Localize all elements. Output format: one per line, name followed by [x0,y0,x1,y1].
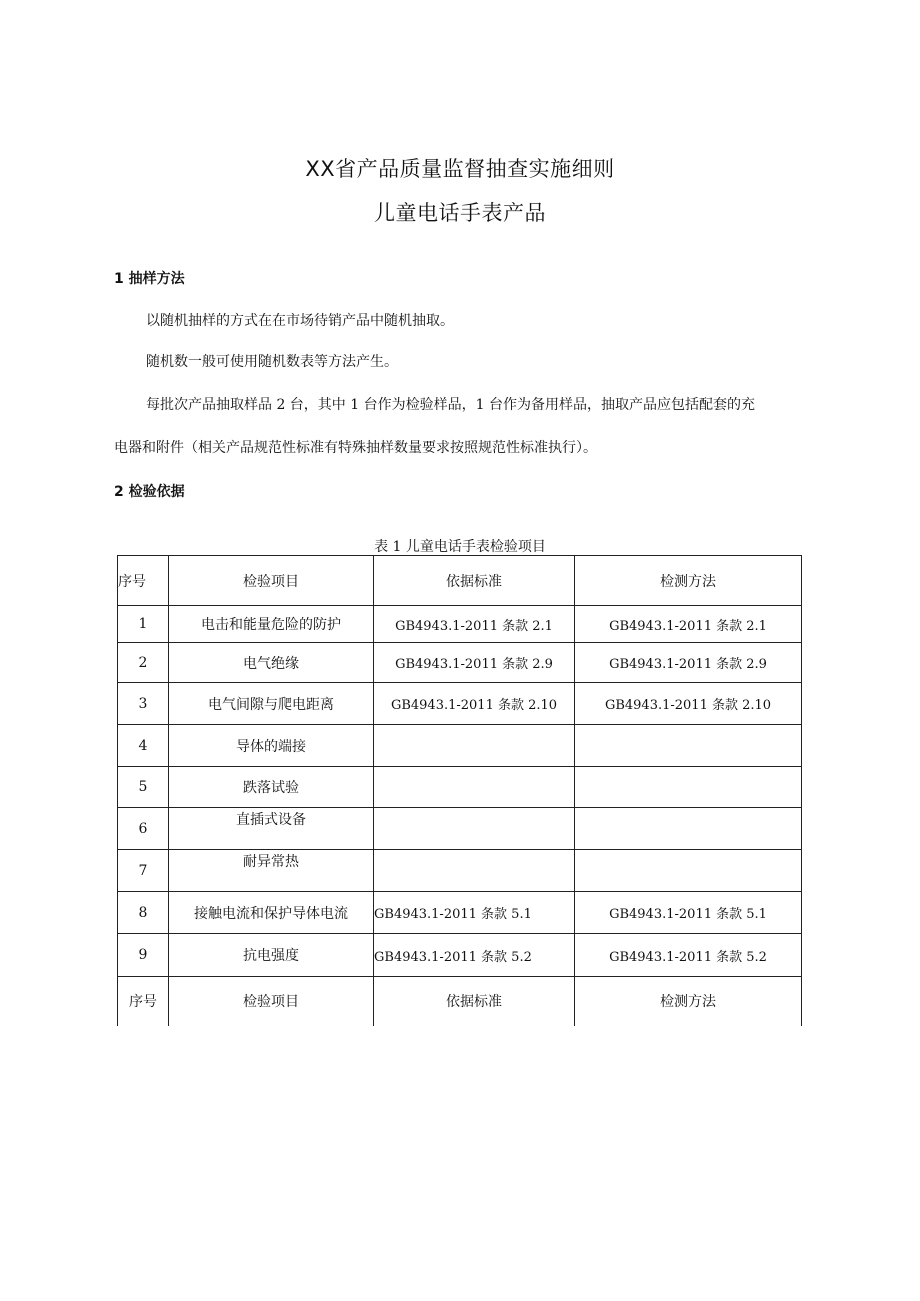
header-cell: 检验项目 [169,977,374,1026]
table-cell: 6 [118,808,169,850]
table-cell: 2 [118,643,169,683]
table-cell: GB4943.1-2011 条款 5.1 [575,892,802,934]
table-row [118,725,802,767]
table-cell [575,850,802,892]
table-cell: GB4943.1-2011 条款 2.10 [575,683,802,725]
table-header-row-repeat [118,977,802,1026]
table-cell: GB4943.1-2011 条款 2.9 [374,643,575,683]
paragraph: 随机数一般可使用随机数表等方法产生。 [146,354,398,370]
header-cell: 检测方法 [575,977,802,1026]
inspection-table [117,555,802,1026]
table-row [118,767,802,808]
table-cell [374,850,575,892]
table-cell-text: 直插式设备 [236,811,306,828]
header-cell: 依据标准 [374,977,575,1026]
table-cell [374,767,575,808]
table-row [118,934,802,977]
table-row [118,643,802,683]
table-cell: 7 [118,850,169,892]
table-cell [575,725,802,767]
table-cell: 跌落试验 [169,767,374,808]
section-heading-sampling: 1 抽样方法 [114,271,185,287]
table-row [118,683,802,725]
table-cell: 导体的端接 [169,725,374,767]
header-cell: 检测方法 [575,556,802,606]
table-cell: GB4943.1-2011 条款 2.1 [374,606,575,643]
section-heading-basis: 2 检验依据 [114,484,185,500]
header-cell: 序号 [118,977,169,1026]
table-cell [169,808,374,850]
table-cell: GB4943.1-2011 条款 5.1 [374,892,575,934]
table-cell: 1 [118,606,169,643]
table-cell: 9 [118,934,169,977]
table-cell: 电击和能量危险的防护 [169,606,374,643]
paragraph: 电器和附件（相关产品规范性标准有特殊抽样数量要求按照规范性标准执行）。 [114,440,597,456]
table-cell: 3 [118,683,169,725]
table-cell [575,767,802,808]
table-row [118,892,802,934]
table-row [118,850,802,892]
table-cell: 8 [118,892,169,934]
table-cell: 4 [118,725,169,767]
table-cell: 接触电流和保护导体电流 [169,892,374,934]
table-cell: 电气间隙与爬电距离 [169,683,374,725]
table-cell [374,725,575,767]
document-title: XX省产品质量监督抽查实施细则 [305,157,615,181]
table-cell: GB4943.1-2011 条款 5.2 [374,934,575,977]
header-cell: 检验项目 [169,556,374,606]
header-cell: 序号 [118,556,169,606]
table-row [118,808,802,850]
table-cell [169,850,374,892]
table-cell: 抗电强度 [169,934,374,977]
table-cell: GB4943.1-2011 条款 2.1 [575,606,802,643]
document-subtitle: 儿童电话手表产品 [374,201,546,225]
header-cell: 依据标准 [374,556,575,606]
table-cell [575,808,802,850]
table-cell: GB4943.1-2011 条款 5.2 [575,934,802,977]
table-cell: GB4943.1-2011 条款 2.10 [374,683,575,725]
paragraph: 每批次产品抽取样品 2 台，其中 1 台作为检验样品，1 台作为备用样品，抽取产品应包括配套的充 [146,397,755,413]
paragraph: 以随机抽样的方式在在市场待销产品中随机抽取。 [146,313,454,329]
table-cell [374,808,575,850]
table-cell: 5 [118,767,169,808]
table-header-row [118,556,802,606]
table-caption: 表 1 儿童电话手表检验项目 [374,539,546,555]
table-row [118,606,802,643]
table-cell-text: 耐异常热 [243,853,299,870]
table-cell: 电气绝缘 [169,643,374,683]
table-cell: GB4943.1-2011 条款 2.9 [575,643,802,683]
